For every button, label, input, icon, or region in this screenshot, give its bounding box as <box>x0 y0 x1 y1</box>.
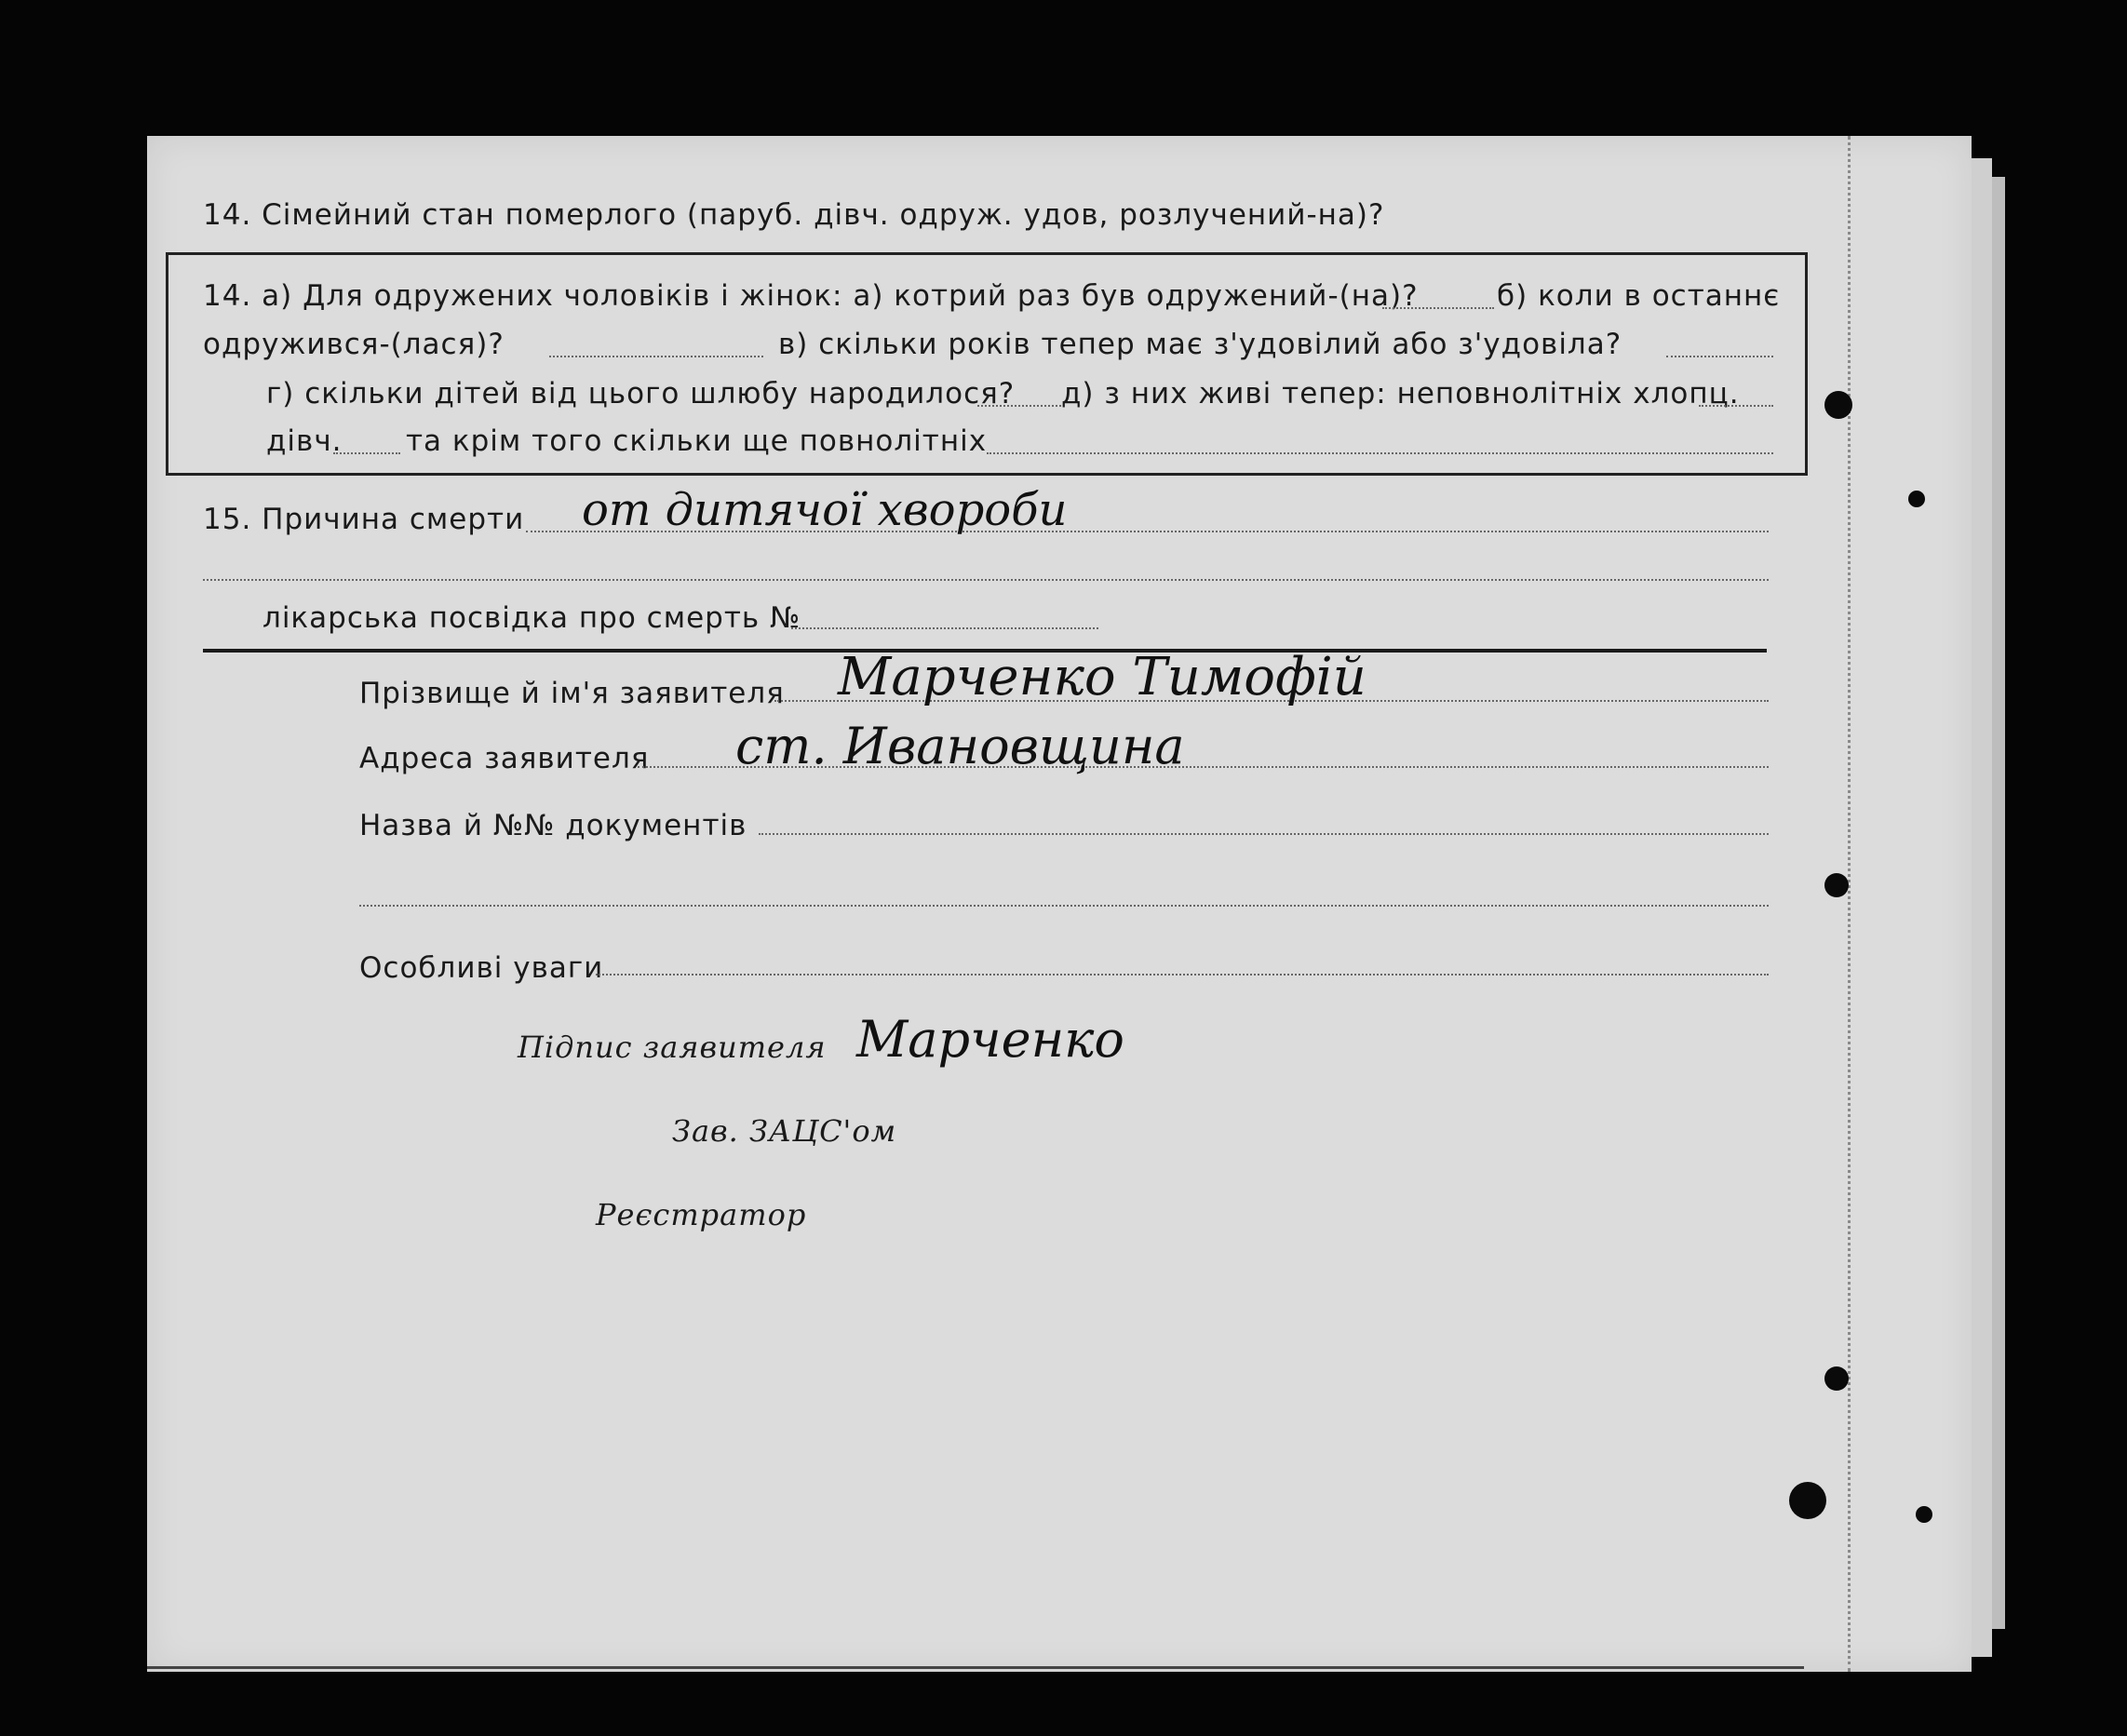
punch-hole <box>1908 491 1925 507</box>
fill-line <box>1699 405 1773 407</box>
item-14a-line4-a: дівч. <box>266 424 343 458</box>
punch-hole <box>1824 873 1849 897</box>
applicant-address-handwritten: ст. Ивановщина <box>735 717 1185 775</box>
documents-label: Назва й №№ документів <box>359 809 747 842</box>
item-14-marital-status: 14. Сімейний стан померлого (паруб. дівч. одруж. удов, розлучений-на)? <box>203 198 1385 232</box>
fill-line <box>203 579 1769 581</box>
fill-line <box>977 405 1061 407</box>
punch-hole <box>1824 391 1852 419</box>
applicant-address-label: Адреса заявителя <box>359 742 650 775</box>
item-15-cause-of-death: 15. Причина смерти <box>203 503 525 536</box>
page-bottom-edge <box>147 1666 1804 1669</box>
item-14a-line2-v: в) скільки років тепер має з'удовілий або з'удовіла? <box>778 328 1622 361</box>
cause-of-death-handwritten: от дитячої хвороби <box>582 484 1068 536</box>
fill-line <box>549 356 763 357</box>
punch-hole <box>1916 1506 1932 1523</box>
punch-hole <box>1789 1482 1826 1519</box>
fill-line <box>759 833 1769 835</box>
applicant-name-label: Прізвище й ім'я заявителя <box>359 677 785 710</box>
fill-line <box>359 905 1769 907</box>
remarks-label: Особливі уваги <box>359 951 604 985</box>
fill-line <box>596 974 1769 976</box>
fill-line <box>791 627 1098 629</box>
item-14a-line1-b: б) коли в останнє <box>1497 279 1781 313</box>
item-14a-line3: г) скільки дітей від цього шлюбу народилося? <box>266 377 1016 410</box>
item-14a-line1: 14. а) Для одружених чоловіків і жінок: а) котрий раз був одружений-(на)? <box>203 279 1419 313</box>
fill-line <box>987 452 1773 454</box>
applicant-signature-handwritten: Марченко <box>856 1010 1124 1069</box>
registrar-label: Реєстратор <box>596 1197 807 1232</box>
page-edge <box>1972 158 1992 1657</box>
head-of-registry-label: Зав. ЗАЦС'ом <box>672 1113 897 1149</box>
punch-hole <box>1824 1366 1849 1391</box>
medical-certificate-label: лікарська посвідка про смерть № <box>263 601 801 635</box>
fill-line <box>333 452 400 454</box>
page-edge-back <box>1992 177 2005 1629</box>
item-14a-line2: одружився-(лася)? <box>203 328 505 361</box>
item-14a-line3-d: д) з них живі тепер: неповнолітніх хлопц. <box>1061 377 1740 410</box>
fill-line <box>1666 356 1773 357</box>
item-14a-line4-b: та крім того скільки ще повнолітніх <box>406 424 988 458</box>
fill-line <box>1382 307 1494 309</box>
signature-label: Підпис заявителя <box>518 1029 827 1065</box>
perforation-line <box>1848 136 1851 1672</box>
applicant-name-handwritten: Марченко Тимофій <box>838 647 1366 707</box>
